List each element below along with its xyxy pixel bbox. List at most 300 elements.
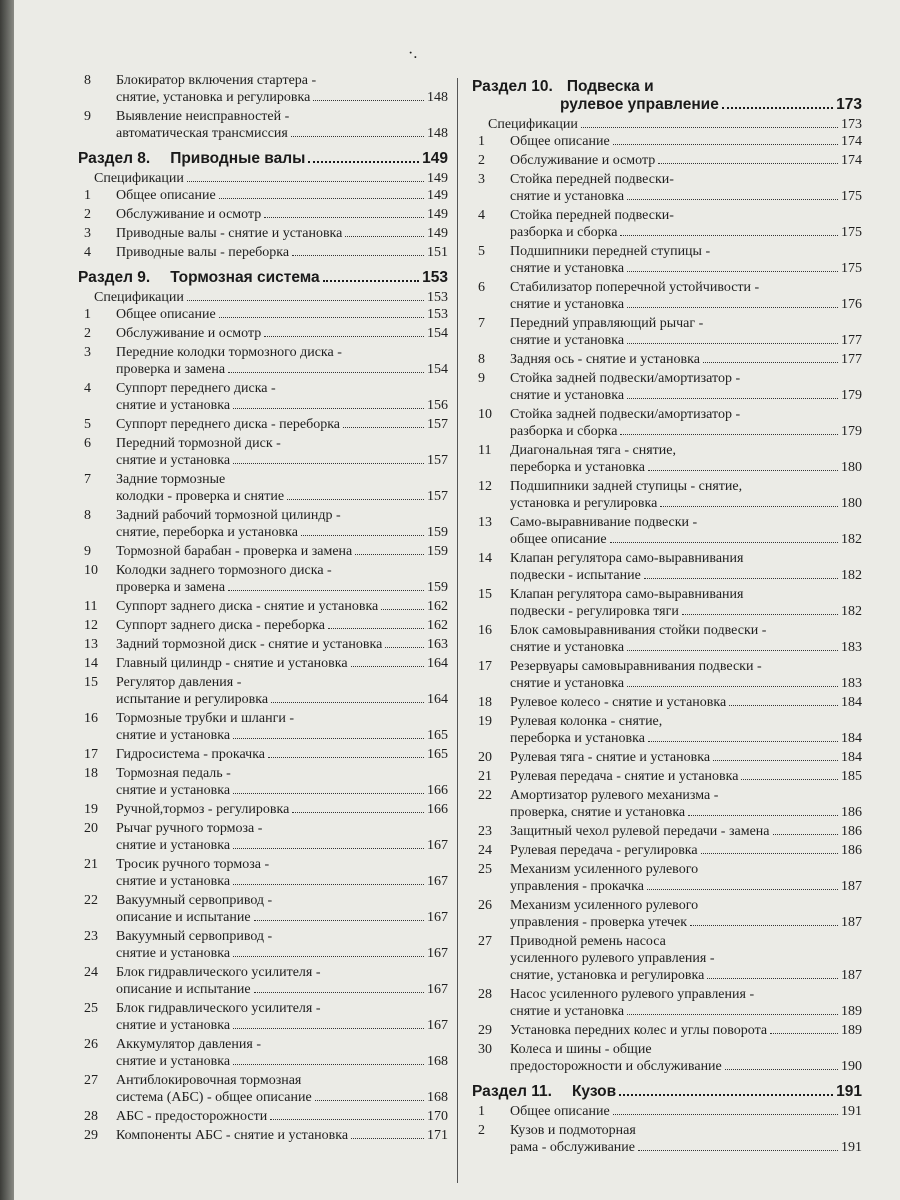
dot-leader [343, 427, 424, 428]
toc-entry-line [116, 488, 448, 505]
toc-entry-text: снятие и установка [116, 874, 231, 889]
toc-entry-line [116, 617, 448, 634]
toc-entry-body [510, 897, 862, 931]
toc-entry-number: 29 [478, 1023, 492, 1038]
toc-entry [472, 315, 862, 349]
toc-entry-body [116, 325, 448, 342]
dot-leader [219, 317, 424, 318]
toc-entry-body [116, 543, 448, 560]
toc-entry-text: Общее описание [510, 134, 610, 149]
toc-entry-body [116, 617, 448, 634]
toc-entry-text: колодки - проверка и снятие [116, 489, 285, 504]
toc-entry [78, 206, 448, 223]
toc-entry-line [116, 1108, 448, 1125]
toc-entry-line [116, 746, 448, 763]
dot-leader [729, 705, 838, 706]
toc-entry [78, 325, 448, 342]
toc-entry-text: Подшипники задней ступицы - снятие, [510, 479, 743, 494]
toc-page-number: 182 [841, 604, 862, 619]
dot-leader [219, 198, 424, 199]
toc-entry-line [510, 260, 862, 277]
toc-page-number: 167 [427, 982, 448, 997]
toc-entry-line [510, 658, 862, 675]
toc-entry-line [510, 986, 862, 1003]
dot-leader [345, 236, 424, 237]
toc-entry-number: 16 [478, 623, 492, 638]
toc-entry-text: Кузов и подмоторная [510, 1123, 636, 1138]
toc-entry-line [510, 1122, 862, 1139]
dot-leader [701, 853, 838, 854]
toc-entry-specifications [78, 289, 448, 306]
dot-leader [233, 793, 424, 794]
toc-entry-number: 2 [478, 153, 485, 168]
toc-entry-body [116, 674, 448, 708]
toc-entry-line [510, 768, 862, 785]
section-page-number: 191 [836, 1083, 862, 1100]
toc-entry-line [510, 1103, 862, 1120]
toc-page-number: 189 [841, 1004, 862, 1019]
dot-leader [355, 554, 424, 555]
toc-entry [78, 244, 448, 261]
dot-leader [264, 217, 424, 218]
toc-entry [78, 1127, 448, 1144]
toc-entry-body [510, 713, 862, 747]
toc-entry-body [510, 133, 862, 150]
entry-gap [78, 261, 448, 263]
toc-entry-text: Обслуживание и осмотр [116, 207, 262, 222]
toc-entry [472, 370, 862, 404]
toc-page-number: 167 [427, 910, 448, 925]
toc-entry-number: 3 [478, 172, 485, 187]
toc-entry-line [510, 152, 862, 169]
toc-entry-number: 9 [84, 109, 91, 124]
toc-entry-text: Рулевая передача - снятие и установка [510, 769, 739, 784]
toc-page-number: 175 [841, 225, 862, 240]
toc-entry-line [510, 370, 862, 387]
toc-entry [78, 187, 448, 204]
toc-page-number: 153 [427, 290, 448, 305]
toc-page-number: 191 [841, 1140, 862, 1155]
toc-entry-body [116, 187, 448, 204]
dot-leader [233, 408, 424, 409]
toc-entry-text: Приводной ремень насоса [510, 934, 666, 949]
toc-right-column [472, 72, 862, 1158]
toc-entry-line [510, 730, 862, 747]
toc-entry-body [116, 655, 448, 672]
toc-entry-number: 3 [84, 226, 91, 241]
dot-leader [228, 590, 424, 591]
toc-entry-line [116, 837, 448, 854]
toc-page-number: 189 [841, 1023, 862, 1038]
toc-entry [78, 674, 448, 708]
toc-entry [78, 964, 448, 998]
toc-entry-text: Общее описание [116, 307, 216, 322]
toc-entry-text: Спецификации [94, 171, 184, 186]
toc-entry-line [116, 655, 448, 672]
toc-page-number: 162 [427, 599, 448, 614]
toc-entry-text: Клапан регулятора само-выравнивания [510, 551, 744, 566]
toc-entry [78, 636, 448, 653]
toc-entry-line [510, 224, 862, 241]
toc-entry-body [116, 471, 448, 505]
toc-page-number: 149 [427, 207, 448, 222]
dot-leader [233, 738, 424, 739]
toc-entry-line [510, 749, 862, 766]
toc-entry [78, 1108, 448, 1125]
toc-entry-line [116, 579, 448, 596]
toc-entry-text: Блок гидравлического усилителя - [116, 1001, 321, 1016]
toc-entry-text: Аккумулятор давления - [116, 1037, 261, 1052]
toc-entry [472, 152, 862, 169]
toc-entry-text: Задние тормозные [116, 472, 226, 487]
toc-entry [472, 279, 862, 313]
toc-entry-line [116, 416, 448, 433]
toc-entry-text: подвески - испытание [510, 568, 641, 583]
toc-entry-body [510, 514, 862, 548]
dot-leader [627, 1014, 838, 1015]
toc-page-number: 159 [427, 525, 448, 540]
toc-entry-specifications [472, 116, 862, 133]
toc-entry-line [510, 622, 862, 639]
toc-page-number: 190 [841, 1059, 862, 1074]
dot-leader [610, 542, 838, 543]
toc-entry-line [510, 423, 862, 440]
toc-entry-text: Гидросистема - прокачка [116, 747, 265, 762]
toc-entry-number: 2 [84, 326, 91, 341]
toc-entry-body [116, 244, 448, 261]
toc-entry-body [116, 928, 448, 962]
toc-page-number: 151 [427, 245, 448, 260]
toc-entry [78, 380, 448, 414]
toc-entry [78, 471, 448, 505]
toc-page-number: 173 [841, 117, 862, 132]
toc-entry-body [510, 986, 862, 1020]
toc-entry-body [116, 507, 448, 541]
toc-entry-number: 11 [84, 599, 98, 614]
toc-entry-text: снятие и установка [510, 297, 625, 312]
toc-entry-line [510, 842, 862, 859]
dot-leader [264, 336, 424, 337]
toc-entry [472, 478, 862, 512]
toc-page-number: 167 [427, 1018, 448, 1033]
dot-leader [773, 834, 839, 835]
toc-entry-text: Рулевая колонка - снятие, [510, 714, 663, 729]
toc-entry [472, 622, 862, 656]
toc-entry-number: 24 [84, 965, 98, 980]
toc-entry-text: Механизм усиленного рулевого [510, 898, 699, 913]
toc-entry-line [510, 188, 862, 205]
toc-entry-line [116, 1036, 448, 1053]
toc-entry-text: Тросик ручного тормоза - [116, 857, 270, 872]
toc-entry-number: 13 [478, 515, 492, 530]
toc-entry-text: разборка и сборка [510, 225, 618, 240]
toc-entry-body [510, 1022, 862, 1039]
toc-entry-text: Рулевая передача - регулировка [510, 843, 698, 858]
toc-entry-body [510, 933, 862, 984]
toc-page-number: 184 [841, 731, 862, 746]
dot-leader [385, 647, 424, 648]
dot-leader [725, 1069, 838, 1070]
toc-entry-text: Обслуживание и осмотр [510, 153, 656, 168]
toc-page-number: 148 [427, 90, 448, 105]
toc-page-number: 187 [841, 879, 862, 894]
toc-entry-text: снятие и установка [510, 261, 625, 276]
toc-entry-body [510, 823, 862, 840]
toc-entry-line [116, 397, 448, 414]
toc-entry-body [510, 749, 862, 766]
toc-page-number: 159 [427, 580, 448, 595]
toc-entry-text: Блок самовыравнивания стойки подвески - [510, 623, 767, 638]
toc-entry-text: снятие и установка [116, 398, 231, 413]
dot-leader [770, 1033, 838, 1034]
toc-left-column [78, 72, 448, 1146]
toc-entry-body [116, 636, 448, 653]
dot-leader [308, 161, 419, 163]
toc-entry-number: 24 [478, 843, 492, 858]
toc-entry-text: рама - обслуживание [510, 1140, 635, 1155]
toc-entry-text: Стойка задней подвески/амортизатор - [510, 407, 741, 422]
dot-leader [647, 889, 838, 890]
toc-entry [472, 1122, 862, 1156]
dot-leader [713, 760, 838, 761]
toc-entry-text: Колодки заднего тормозного диска - [116, 563, 332, 578]
toc-page-number: 168 [427, 1054, 448, 1069]
toc-entry-line [116, 636, 448, 653]
toc-entry-line [116, 981, 448, 998]
toc-entry-body [116, 435, 448, 469]
toc-entry-text: Компоненты АБС - снятие и установка [116, 1128, 349, 1143]
toc-entry-number: 29 [84, 1128, 98, 1143]
toc-entry-line [116, 1017, 448, 1034]
toc-entry-line [116, 856, 448, 873]
toc-entry [78, 108, 448, 142]
toc-entry-line [510, 495, 862, 512]
toc-entry-body [510, 768, 862, 785]
section-title: Кузов [571, 1083, 617, 1100]
toc-entry-number: 17 [478, 659, 492, 674]
toc-entry-text: Задняя ось - снятие и установка [510, 352, 700, 367]
toc-entry-number: 16 [84, 711, 98, 726]
toc-page-number: 184 [841, 750, 862, 765]
dot-leader [233, 956, 424, 957]
toc-entry [78, 225, 448, 242]
toc-page-number: 162 [427, 618, 448, 633]
toc-entry [78, 928, 448, 962]
toc-page-number: 148 [427, 126, 448, 141]
dot-leader [741, 779, 838, 780]
toc-entry-text: Тормозная педаль - [116, 766, 231, 781]
toc-entry-number: 28 [478, 987, 492, 1002]
section-page-number: 149 [422, 150, 448, 167]
toc-page-number: 153 [427, 307, 448, 322]
dot-leader [291, 136, 424, 137]
dot-leader [315, 1100, 424, 1101]
toc-entry-body [510, 243, 862, 277]
toc-entry [472, 442, 862, 476]
column-divider [457, 78, 458, 1183]
toc-entry-number: 9 [478, 371, 485, 386]
toc-entry-text: снятие и установка [116, 453, 231, 468]
toc-entry [78, 746, 448, 763]
toc-entry-text: усиленного рулевого управления - [510, 951, 715, 966]
dot-leader [292, 812, 424, 813]
toc-entry-line [510, 967, 862, 984]
section-heading [78, 150, 448, 168]
section-title: Приводные валы [170, 150, 306, 167]
toc-entry-text: снятие и установка [116, 728, 231, 743]
toc-entry-line [116, 452, 448, 469]
toc-entry-line [116, 782, 448, 799]
toc-entry-number: 28 [84, 1109, 98, 1124]
toc-entry-text: Рычаг ручного тормоза - [116, 821, 263, 836]
toc-entry-body [510, 478, 862, 512]
page-mark: ·. [408, 45, 418, 62]
toc-entry-line [116, 674, 448, 691]
toc-page-number: 167 [427, 874, 448, 889]
dot-leader [233, 1064, 424, 1065]
dot-leader [292, 255, 424, 256]
section-title: Подвеска и [566, 78, 654, 95]
toc-entry-text: автоматическая трансмиссия [116, 126, 288, 141]
toc-entry [78, 1000, 448, 1034]
toc-entry-text: Вакуумный сервопривод - [116, 929, 273, 944]
toc-entry [78, 344, 448, 378]
toc-entry-text: Передний управляющий рычаг - [510, 316, 704, 331]
toc-entry-text: Защитный чехол рулевой передачи - замена [510, 824, 770, 839]
toc-entry-line [116, 344, 448, 361]
toc-entry [78, 72, 448, 106]
toc-entry-line [116, 1089, 448, 1106]
book-spine [0, 0, 14, 1200]
toc-entry-text: снятие и установка [116, 783, 231, 798]
entry-gap [472, 1075, 862, 1077]
dot-leader [287, 499, 424, 500]
dot-leader [627, 398, 838, 399]
toc-page-number: 165 [427, 747, 448, 762]
toc-entry [472, 861, 862, 895]
toc-entry-line [116, 820, 448, 837]
toc-entry-text: снятие и установка [116, 1018, 231, 1033]
dot-leader [271, 702, 424, 703]
dot-leader [648, 470, 838, 471]
toc-entry-text: общее описание [510, 532, 607, 547]
toc-entry-line [488, 116, 862, 133]
toc-entry [472, 897, 862, 931]
toc-page-number: 177 [841, 333, 862, 348]
toc-entry-line [510, 406, 862, 423]
toc-page-number: 168 [427, 1090, 448, 1105]
toc-entry-body [116, 562, 448, 596]
toc-entry-line [116, 765, 448, 782]
toc-entry-number: 1 [84, 188, 91, 203]
toc-entry-line [510, 1003, 862, 1020]
toc-entry-line [94, 289, 448, 306]
toc-entry-number: 17 [84, 747, 98, 762]
toc-page-number: 170 [427, 1109, 448, 1124]
toc-entry-line [116, 471, 448, 488]
toc-entry-text: Приводные валы - снятие и установка [116, 226, 343, 241]
toc-entry [78, 598, 448, 615]
toc-entry-body [116, 746, 448, 763]
toc-entry-line [116, 361, 448, 378]
toc-entry-body [116, 1036, 448, 1070]
toc-entry-line [510, 207, 862, 224]
toc-entry-number: 12 [84, 618, 98, 633]
toc-entry-body [116, 306, 448, 323]
toc-entry-body [116, 710, 448, 744]
toc-page-number: 186 [841, 843, 862, 858]
toc-entry-body [116, 598, 448, 615]
toc-entry-number: 22 [84, 893, 98, 908]
toc-page-number: 183 [841, 676, 862, 691]
toc-page-number: 191 [841, 1104, 862, 1119]
toc-entry [472, 351, 862, 368]
toc-entry-body [94, 289, 448, 306]
section-heading [472, 1083, 862, 1101]
toc-entry-text: Само-выравнивание подвески - [510, 515, 698, 530]
toc-entry [78, 765, 448, 799]
toc-entry-text: Антиблокировочная тормозная [116, 1073, 302, 1088]
toc-entry [472, 1022, 862, 1039]
section-label: Раздел 10. [472, 78, 553, 95]
dot-leader [620, 235, 838, 236]
toc-entry-line [510, 351, 862, 368]
toc-entry-text: Блокиратор включения стартера - [116, 73, 317, 88]
dot-leader [690, 925, 838, 926]
toc-entry-number: 5 [478, 244, 485, 259]
toc-page-number: 175 [841, 261, 862, 276]
dot-leader [228, 372, 424, 373]
toc-entry-text: Блок гидравлического усилителя - [116, 965, 321, 980]
toc-entry-text: Спецификации [94, 290, 184, 305]
toc-entry-text: описание и испытание [116, 910, 251, 925]
toc-entry-line [510, 933, 862, 950]
dot-leader [351, 1138, 424, 1139]
toc-page-number: 164 [427, 656, 448, 671]
toc-page-number: 157 [427, 453, 448, 468]
section-page-number: 173 [836, 96, 862, 113]
toc-entry-number: 9 [84, 544, 91, 559]
toc-entry [78, 1072, 448, 1106]
toc-page-number: 174 [841, 134, 862, 149]
toc-entry-text: Насос усиленного рулевого управления - [510, 987, 755, 1002]
toc-entry-text: проверка, снятие и установка [510, 805, 686, 820]
toc-entry-line [510, 387, 862, 404]
toc-entry-text: Передние колодки тормозного диска - [116, 345, 342, 360]
toc-entry-body [510, 152, 862, 169]
toc-entry-text: Передний тормозной диск - [116, 436, 281, 451]
toc-entry-line [116, 710, 448, 727]
dot-leader [301, 535, 424, 536]
toc-entry-text: Механизм усиленного рулевого [510, 862, 699, 877]
dot-leader [660, 506, 838, 507]
toc-entry [472, 658, 862, 692]
toc-entry-text: Рулевое колесо - снятие и установка [510, 695, 727, 710]
toc-entry-line [510, 315, 862, 332]
toc-entry-number: 8 [478, 352, 485, 367]
toc-entry-number: 2 [478, 1123, 485, 1138]
toc-entry-number: 21 [478, 769, 492, 784]
toc-entry-line [116, 380, 448, 397]
toc-entry-line [510, 550, 862, 567]
toc-entry-text: Клапан регулятора само-выравнивания [510, 587, 744, 602]
toc-entry-body [510, 861, 862, 895]
toc-entry-number: 6 [84, 436, 91, 451]
toc-entry-line [116, 1072, 448, 1089]
toc-page-number: 179 [841, 424, 862, 439]
dot-leader [233, 884, 424, 885]
toc-entry-body [510, 1103, 862, 1120]
